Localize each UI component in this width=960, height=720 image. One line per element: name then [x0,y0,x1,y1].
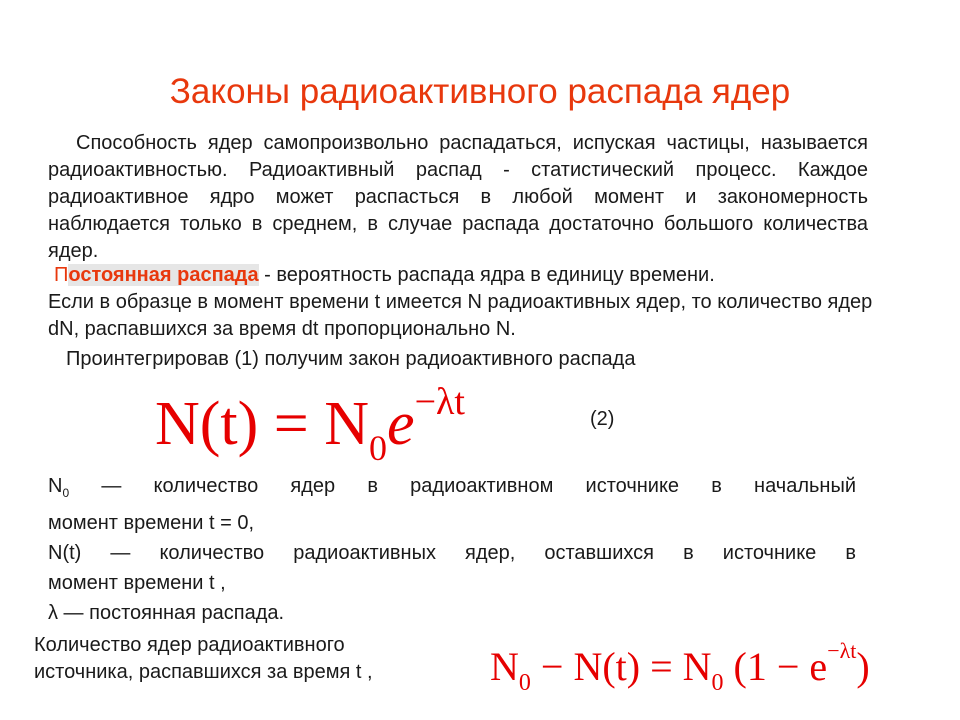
formula2-n: N [490,644,519,689]
formula2-mid: − N(t) = N [530,644,712,689]
formula1-sub: 0 [369,428,388,468]
decay-law-formula [155,380,465,469]
paragraph-radioactivity-definition [48,130,868,265]
def-n0-line1 [48,472,856,507]
decay-constant-highlight: остоянная распада [68,264,259,286]
formula1-exp: −λt [414,381,465,423]
formula1-base: e [387,390,415,458]
def-nt-line1: N(t) — количество радиоактивных ядер, оставшихся в источнике в [48,542,856,564]
formula2-exp: −λt [827,638,857,663]
n0-symbol: N [48,475,63,497]
n0-sub: 0 [62,486,70,500]
paragraph-decay-constant [48,262,878,343]
formula2-paren: (1 − e [723,644,828,689]
decayed-count-formula [490,638,870,697]
def-nt-line2: момент времени t , [48,572,226,594]
paragraph-integration: Проинтегрировав (1) получим закон радиоактивного распада [66,348,636,370]
formula2-sub1: 0 [518,670,531,696]
def-n0-line2: момент времени t = 0, [48,512,255,534]
n0-line1-text: — количество ядер в радиоактивном источнике в начальный [69,475,856,497]
formula2-sub2: 0 [711,670,724,696]
decay-constant-first-letter: П [54,264,69,286]
slide-title: Законы радиоактивного распада ядер [169,72,791,111]
def-lambda: λ — постоянная распада. [48,602,285,624]
paragraph1-text: Способность ядер самопроизвольно распадаться, испуская частицы, называется радиоактивностью. Радиоактивный распад - статистический процесс. Каждое радиоактивное ядро может распасться в любой момент и закономерность наблюдается только в среднем, в случае распада достаточно большого количества ядер. [48,132,868,262]
formula2-close: ) [856,644,870,689]
equation-number: (2) [590,408,615,430]
formula1-lhs: N(t) = N [155,390,370,458]
decay-constant-rest: Если в образце в момент времени t имеется N радиоактивных ядер, то количество ядер dN, распавшихся за время dt пропорционально N. [48,291,873,340]
paragraph-decayed-count: Количество ядер радиоактивного источника, распавшихся за время t , [34,634,373,683]
definitions-block [48,472,856,629]
decay-constant-line1: - вероятность распада ядра в единицу времени. [258,264,715,286]
